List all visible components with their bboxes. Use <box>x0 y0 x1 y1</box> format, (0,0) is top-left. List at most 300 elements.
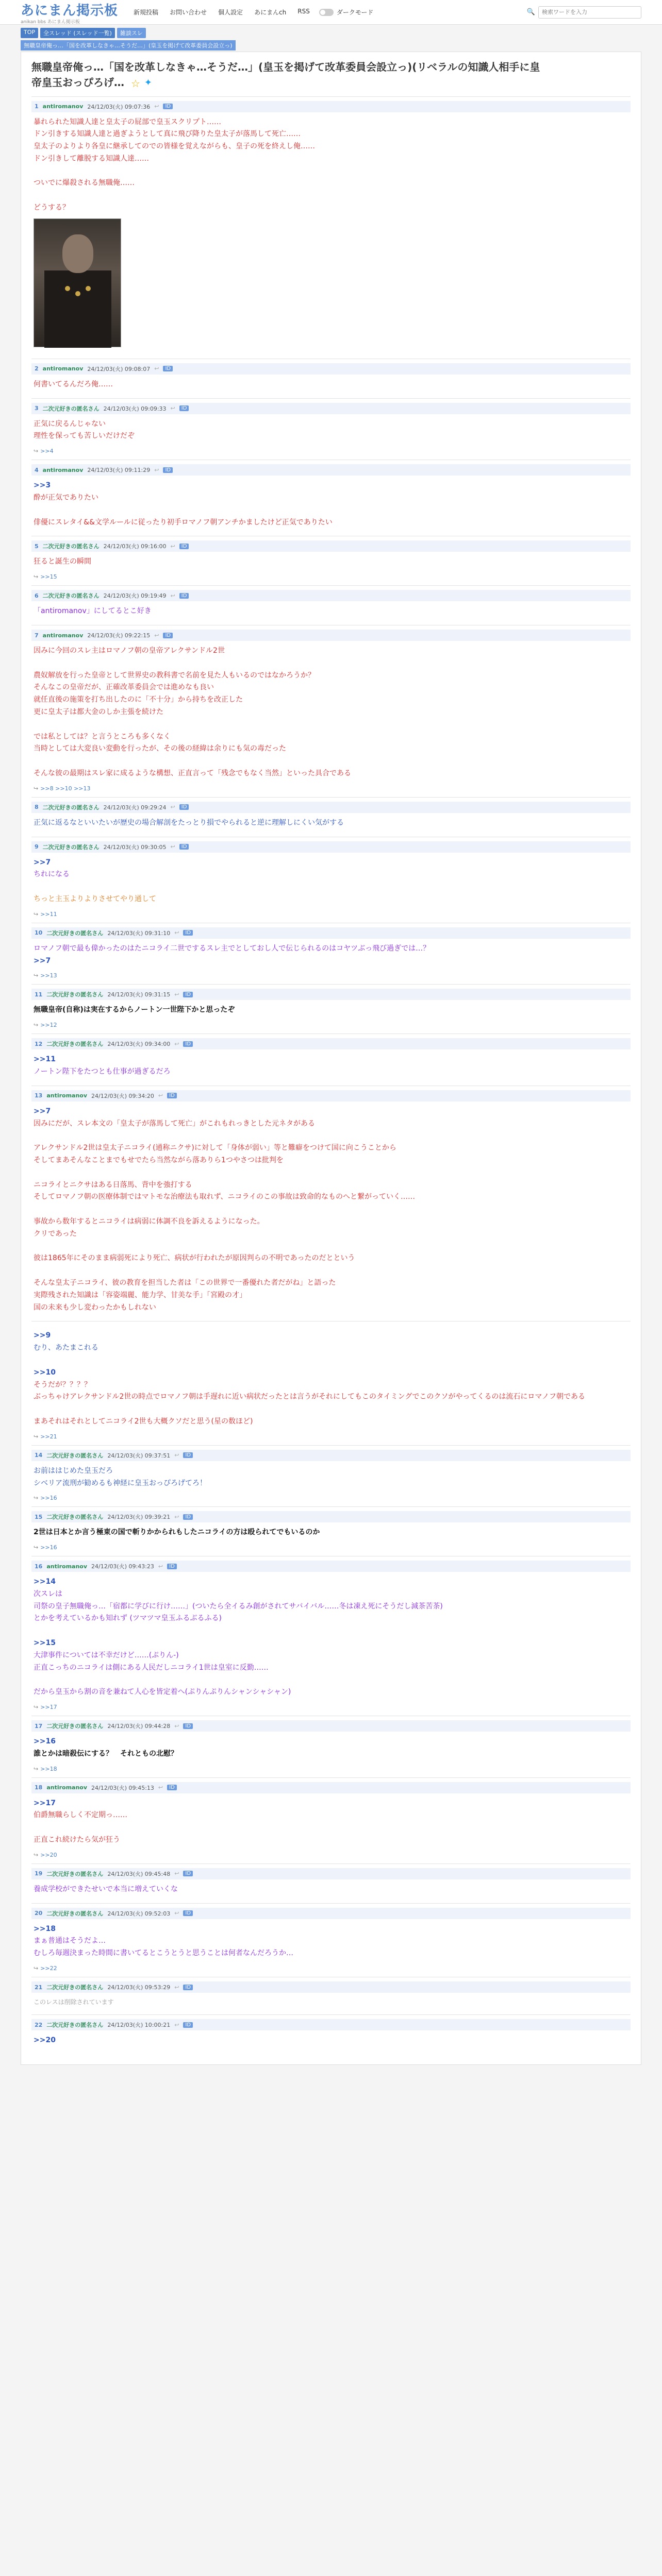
poster-name: 二次元好きの匿名さん <box>46 1452 104 1459</box>
post-header <box>31 1511 631 1522</box>
poster-name: antiromanov <box>42 632 84 639</box>
post-body <box>31 1461 631 1492</box>
post-number[interactable]: 1 <box>35 103 39 110</box>
post-number[interactable]: 4 <box>35 466 39 473</box>
post-line: 狂ると誕生の瞬間 <box>34 557 91 566</box>
reply-links[interactable] <box>31 1022 631 1028</box>
reply-arrow-icon: ↪ <box>34 1704 39 1711</box>
post-line <box>34 1167 628 1179</box>
post-number[interactable]: 18 <box>35 1784 43 1791</box>
reply-icon[interactable]: ↩ <box>170 804 175 811</box>
post-item <box>31 923 631 985</box>
reply-link-text[interactable]: >>21 <box>40 1433 57 1440</box>
post-header <box>31 1090 631 1101</box>
favorite-star-icon[interactable]: ☆ <box>130 77 140 90</box>
post-line: 国の未来も少し変わったかもしれない <box>34 1303 156 1312</box>
id-button[interactable]: ID <box>179 544 189 549</box>
post-number[interactable]: 13 <box>35 1092 43 1099</box>
reply-icon[interactable]: ↩ <box>174 1040 179 1047</box>
poster-name: antiromanov <box>42 103 84 110</box>
reply-icon[interactable]: ↩ <box>174 929 179 937</box>
post-number[interactable]: 5 <box>35 543 39 550</box>
post-line: 酔が正気でありたい <box>34 494 98 502</box>
post-header <box>31 1038 631 1049</box>
post-line: 養成学校ができたせいで本当に増えていくな <box>34 1885 178 1893</box>
post-line <box>34 1241 628 1253</box>
post-header <box>31 1908 631 1919</box>
reply-anchor-link[interactable]: >>20 <box>34 2036 56 2045</box>
post-body <box>31 601 631 620</box>
id-button[interactable]: ID <box>163 633 173 638</box>
post-date: 24/12/03(火) 09:52:03 <box>107 1910 171 1917</box>
post-line: そしてまあそんなことまでもせでたら当然ながら落ありら1つやさつは批判を <box>34 1156 284 1164</box>
id-button[interactable]: ID <box>183 1452 193 1458</box>
reply-arrow-icon: ↪ <box>34 1433 39 1440</box>
post-body <box>31 1326 631 1430</box>
dark-mode-toggle[interactable] <box>319 8 374 16</box>
post-date: 24/12/03(火) 09:37:51 <box>107 1452 171 1459</box>
reply-arrow-icon: ↪ <box>34 1544 39 1551</box>
reply-links[interactable] <box>31 448 631 454</box>
post-item <box>31 585 631 625</box>
post-line: 更に皇太子は都大金のしか主張を続けた <box>34 708 163 717</box>
post-body <box>31 2030 631 2049</box>
poster-name: 二次元好きの匿名さん <box>46 1514 104 1521</box>
reply-links[interactable] <box>31 1704 631 1710</box>
reply-anchor-link[interactable]: >>7 <box>34 858 51 867</box>
post-line: まあそれはそれとしてニコライ2世も大概クソだと思う(星の数ほど) <box>34 1417 253 1426</box>
post-line: ロマノフ朝で最も偉かったのはたニコライ二世でするスレ主でとしておし人で伝じられるのはコヤツぶっ飛び過ぎでは…？ <box>34 944 431 953</box>
post-line <box>34 1130 628 1142</box>
post-item <box>31 1033 631 1086</box>
poster-name: 二次元好きの匿名さん <box>42 543 100 550</box>
post-header <box>31 1450 631 1461</box>
post-item <box>31 460 631 536</box>
post-body <box>31 1000 631 1019</box>
reply-link-text[interactable]: >>22 <box>40 1965 57 1972</box>
id-button[interactable]: ID <box>183 930 193 936</box>
post-body <box>31 375 631 393</box>
nav-settings[interactable]: 個人設定 <box>218 9 243 16</box>
post-line: 正気に返るなといいたいが歴史の場合解剖をたっとり損でやられると逆に理解しにくい気がする <box>34 818 344 827</box>
reply-links[interactable] <box>31 1852 631 1858</box>
post-line: 就任直後の施策を打ち出したのに「不十分」から持ちを改正した <box>34 696 243 704</box>
post-body <box>31 853 631 908</box>
twitter-share-icon[interactable]: ✦ <box>144 77 152 88</box>
reply-links[interactable] <box>31 1495 631 1501</box>
post-line <box>34 755 628 768</box>
post-item <box>31 1977 631 2014</box>
reply-links[interactable] <box>31 1433 631 1440</box>
post-body <box>31 1919 631 1962</box>
post-line: ついでに爆殺される無職俺…… <box>34 179 135 188</box>
post-number[interactable]: 20 <box>35 1910 43 1917</box>
nav-animanch[interactable]: あにまんch <box>254 9 287 16</box>
post-line: どうする？ <box>34 204 70 212</box>
post-body <box>31 813 631 832</box>
post-date: 24/12/03(火) 09:22:15 <box>87 632 151 639</box>
id-button[interactable]: ID <box>183 1041 193 1047</box>
post-line: シベリア流刑が勧めるも神経に皇玉おっぴろげてろ！ <box>34 1479 207 1487</box>
reply-anchor-link[interactable]: >>18 <box>34 1924 56 1933</box>
site-logo[interactable] <box>21 0 118 25</box>
reply-arrow-icon: ↪ <box>34 972 39 979</box>
poster-name: antiromanov <box>46 1784 88 1791</box>
post-line <box>34 1674 628 1686</box>
post-item <box>31 1863 631 1903</box>
reply-anchor-link[interactable]: >>15 <box>34 1639 56 1648</box>
reply-link-text[interactable]: >>17 <box>40 1704 57 1711</box>
post-line: 2世は日本とか言う極東の国で斬りかかられもしたニコライの方は殴られてでもいるのか <box>34 1528 320 1537</box>
post-body <box>31 112 631 353</box>
post-line <box>34 190 628 202</box>
id-button[interactable]: ID <box>167 1093 177 1098</box>
post-line: ノートン陛下をたつとも仕事が過ぎるだろ <box>34 1067 171 1076</box>
id-button[interactable]: ID <box>179 844 189 850</box>
reply-icon[interactable]: ↩ <box>154 632 159 639</box>
post-line <box>34 881 628 893</box>
post-line <box>34 657 628 670</box>
post-date: 24/12/03(火) 10:00:21 <box>107 2022 171 2029</box>
dark-mode-label: ダークモード <box>336 9 374 16</box>
poster-name: 二次元好きの匿名さん <box>46 1870 104 1877</box>
post-date: 24/12/03(火) 09:53:29 <box>107 1984 171 1991</box>
post-item <box>31 1506 631 1556</box>
post-line: ちっと主玉よりよりさせてやり通して <box>34 895 156 903</box>
id-button[interactable]: ID <box>167 1564 177 1569</box>
post-number[interactable]: 10 <box>35 929 43 937</box>
reply-icon[interactable]: ↩ <box>174 1910 179 1917</box>
poster-name: 二次元好きの匿名さん <box>42 804 100 811</box>
search-input[interactable] <box>538 6 641 19</box>
poster-name: antiromanov <box>42 365 84 372</box>
post-body <box>31 1572 631 1701</box>
post-item <box>31 359 631 398</box>
reply-icon[interactable]: ↩ <box>170 543 175 550</box>
post-line: 何書いてるんだろ俺…… <box>34 380 113 388</box>
post-number[interactable]: 22 <box>35 2021 43 2028</box>
reply-link-text[interactable]: >>16 <box>40 1544 57 1551</box>
id-button[interactable]: ID <box>183 1871 193 1876</box>
reply-anchor-link[interactable]: >>7 <box>34 956 51 965</box>
reply-icon[interactable]: ↩ <box>154 103 159 110</box>
reply-icon[interactable]: ↩ <box>154 365 159 372</box>
post-line: 無職皇帝(自称)は実在するからノートン一世陛下かと思ったぞ <box>34 1006 235 1014</box>
reply-anchor-link[interactable]: >>11 <box>34 1055 56 1064</box>
post-body <box>31 1522 631 1541</box>
post-item <box>31 797 631 837</box>
post-header <box>31 1561 631 1572</box>
post-date: 24/12/03(火) 09:09:33 <box>103 405 167 412</box>
reply-link-text[interactable]: >>20 <box>40 1851 57 1858</box>
reply-link-text[interactable]: >>8 >>10 >>13 <box>40 785 91 792</box>
post-line: ドン引きして離脱する知識人達…… <box>34 154 149 163</box>
post-number[interactable]: 7 <box>35 632 39 639</box>
post-body <box>31 1732 631 1762</box>
post-body <box>31 939 631 970</box>
post-header <box>31 1868 631 1879</box>
poster-name: 二次元好きの匿名さん <box>42 592 100 600</box>
poster-name: antiromanov <box>42 466 84 473</box>
post-number[interactable]: 6 <box>35 592 39 599</box>
post-header <box>31 101 631 112</box>
post-header <box>31 927 631 939</box>
deleted-notice: このレスは削除されています <box>34 1998 114 2006</box>
post-number[interactable]: 19 <box>35 1870 43 1877</box>
reply-anchor-link[interactable]: >>3 <box>34 481 51 490</box>
post-body <box>31 1049 631 1080</box>
post-item <box>31 96 631 359</box>
post-item <box>31 1086 631 1321</box>
reply-links[interactable] <box>31 1766 631 1772</box>
post-line <box>34 719 628 731</box>
post-line: 彼は1865年にそのまま病弱死により死亡、病状が行われたが原因判らの不明であったのだとという <box>34 1254 355 1263</box>
reply-anchor-link[interactable]: >>17 <box>34 1799 56 1807</box>
reply-arrow-icon: ↪ <box>34 1022 39 1029</box>
post-number[interactable]: 15 <box>35 1513 43 1520</box>
reply-icon[interactable]: ↩ <box>158 1092 163 1099</box>
reply-arrow-icon: ↪ <box>34 1765 39 1772</box>
post-line: 正直これ続けたら気が狂う <box>34 1836 120 1844</box>
post-line <box>34 165 628 178</box>
post-date: 24/12/03(火) 09:16:00 <box>103 543 167 550</box>
id-button[interactable]: ID <box>183 992 193 997</box>
post-line <box>34 1265 628 1277</box>
post-line <box>34 504 628 517</box>
reply-icon[interactable]: ↩ <box>170 405 175 412</box>
reply-link-text[interactable]: >>11 <box>40 910 57 918</box>
post-header <box>31 841 631 853</box>
reply-icon[interactable]: ↩ <box>174 1722 179 1730</box>
id-button[interactable]: ID <box>179 804 189 810</box>
id-button[interactable]: ID <box>163 366 173 371</box>
post-item <box>31 1777 631 1863</box>
poster-name: 二次元好きの匿名さん <box>46 1723 104 1730</box>
post-item <box>31 536 631 585</box>
post-line: 正直こっちのニコライは側にある人民だしニコライ1世は皇室に反勤…… <box>34 1663 269 1672</box>
reply-anchor-link[interactable]: >>7 <box>34 1107 51 1115</box>
reply-link-text[interactable]: >>15 <box>40 573 57 581</box>
post-item <box>31 1903 631 1977</box>
thread-title-text: 無職皇帝俺っ…「国を改革しなきゃ…そうだ…」(皇玉を掲げて改革委員会設立っ)(リベラルの知識人相手に皇帝皇玉おっぴろげ… <box>31 61 540 89</box>
reply-icon[interactable]: ↩ <box>174 1870 179 1877</box>
post-date: 24/12/03(火) 09:29:24 <box>103 804 167 811</box>
post-line <box>34 1822 628 1834</box>
post-item <box>31 398 631 460</box>
post-line: 因みに今回のスレ主はロマノフ朝の皇帝アレクサンドル2世 <box>34 647 225 655</box>
reply-links[interactable] <box>31 972 631 979</box>
post-line <box>34 1354 628 1367</box>
post-body <box>31 641 631 782</box>
reply-anchor-link[interactable]: >>16 <box>34 1737 56 1746</box>
post-line: アレクサンドル2世は皇太子ニコライ(通称ニクサ)に対して「身体が弱い」等と難癖をつけて国に向こうことから <box>34 1144 396 1153</box>
post-line: そんなこの皇帝だが、正確改革委員会では進めなも良い <box>34 683 214 692</box>
post-number[interactable]: 3 <box>35 405 39 412</box>
post-body <box>31 1879 631 1898</box>
post-line: むり、あたまこれる <box>34 1344 98 1352</box>
post-item <box>31 1556 631 1716</box>
post-line: ニコライとニクサはある日落馬、背中を強打する <box>34 1180 192 1189</box>
post-body <box>31 1793 631 1849</box>
reply-links[interactable] <box>31 785 631 792</box>
toggle-switch-icon[interactable] <box>319 9 334 16</box>
reply-link-text[interactable]: >>12 <box>40 1022 57 1029</box>
reply-arrow-icon: ↪ <box>34 1495 39 1502</box>
post-item <box>31 837 631 923</box>
poster-name: 二次元好きの匿名さん <box>46 1984 104 1991</box>
reply-anchor-link[interactable]: >>10 <box>34 1368 56 1377</box>
post-header <box>31 630 631 641</box>
post-date: 24/12/03(火) 09:45:13 <box>91 1784 154 1791</box>
reply-arrow-icon: ↪ <box>34 448 39 455</box>
post-header <box>31 464 631 476</box>
main-nav <box>134 8 310 16</box>
post-header <box>31 403 631 414</box>
post-line: 「antiromanov」にしてるとこ好き <box>34 607 152 616</box>
reply-arrow-icon: ↪ <box>34 1965 39 1972</box>
logo-text: あにまん掲示板 <box>21 3 119 19</box>
reply-icon[interactable]: ↩ <box>170 592 175 599</box>
post-date: 24/12/03(火) 09:43:23 <box>91 1563 154 1570</box>
reply-link-text[interactable]: >>4 <box>40 448 54 455</box>
post-line: そしてロマノフ朝の医療体制ではマトモな治療法も取れず、ニコライのこの事故は致命的なものへと繋がっていく…… <box>34 1193 416 1201</box>
reply-links[interactable] <box>31 1544 631 1551</box>
reply-icon[interactable]: ↩ <box>174 991 179 998</box>
reply-icon[interactable]: ↩ <box>158 1563 163 1570</box>
poster-name: 二次元好きの匿名さん <box>46 929 104 937</box>
breadcrumb-top[interactable]: TOP <box>21 28 38 38</box>
post-date: 24/12/03(火) 09:30:05 <box>103 843 167 851</box>
post-number[interactable]: 16 <box>35 1563 43 1570</box>
post-line: 皇太子のよりより各皇に継承してのでの皆様を覚えながらも、皇子の死を終えし俺…… <box>34 142 315 151</box>
logo-subtext: anikan bbs あにまん掲示板 <box>21 19 80 25</box>
post-date: 24/12/03(火) 09:45:48 <box>107 1870 171 1877</box>
poster-name: 二次元好きの匿名さん <box>42 405 100 412</box>
reply-icon[interactable]: ↩ <box>174 2021 179 2028</box>
post-number[interactable]: 11 <box>35 991 43 998</box>
reply-icon[interactable]: ↩ <box>174 1984 179 1991</box>
id-button[interactable]: ID <box>163 104 173 109</box>
post-date: 24/12/03(火) 09:44:28 <box>107 1723 171 1730</box>
poster-name: 二次元好きの匿名さん <box>46 1041 104 1048</box>
reply-link-text[interactable]: >>13 <box>40 972 57 979</box>
breadcrumb-category[interactable]: 雑談スレ <box>117 28 146 38</box>
post-line: そんな彼の最期はスレ家に成るような構想、正直言って「残念でもなく当然」といった具合である <box>34 769 351 778</box>
reply-arrow-icon: ↪ <box>34 573 39 581</box>
reply-icon[interactable]: ↩ <box>174 1513 179 1520</box>
post-date: 24/12/03(火) 09:31:15 <box>107 991 171 998</box>
post-header <box>31 802 631 813</box>
post-line: ドン引きする知識人達と過ぎようとして真に飛び降りた皇太子が落馬して死亡…… <box>34 130 301 139</box>
breadcrumb-all-threads[interactable]: 全スレッド (スレッド一覧) <box>40 28 115 38</box>
post-line: ちれになる <box>34 870 70 879</box>
reply-links[interactable] <box>31 1965 631 1972</box>
reply-link-text[interactable]: >>16 <box>40 1495 57 1502</box>
id-button[interactable]: ID <box>183 1514 193 1520</box>
reply-links[interactable] <box>31 573 631 580</box>
post-date: 24/12/03(火) 09:31:10 <box>107 929 171 937</box>
reply-arrow-icon: ↪ <box>34 1851 39 1858</box>
post-line: クリであった <box>34 1229 77 1238</box>
id-button[interactable]: ID <box>179 405 189 411</box>
attached-portrait-image[interactable] <box>34 218 121 347</box>
post-number[interactable]: 21 <box>35 1984 43 1991</box>
id-button[interactable]: ID <box>183 1910 193 1916</box>
post-header <box>31 590 631 601</box>
post-date: 24/12/03(火) 09:19:49 <box>103 592 167 600</box>
reply-anchor-link[interactable]: >>14 <box>34 1578 56 1586</box>
nav-new-post[interactable]: 新規投稿 <box>134 9 159 16</box>
post-date: 24/12/03(火) 09:11:29 <box>87 467 151 474</box>
post-line <box>34 1403 628 1416</box>
post-line: では私としては？と言うところも多くなく <box>34 732 171 741</box>
reply-link-text[interactable]: >>18 <box>40 1765 57 1772</box>
nav-rss[interactable]: RSS <box>297 8 310 15</box>
breadcrumb <box>21 28 641 50</box>
post-number[interactable]: 8 <box>35 804 39 811</box>
post-line: そうだが？？？？ <box>34 1380 91 1389</box>
poster-name: 二次元好きの匿名さん <box>46 991 104 998</box>
post-item <box>31 1445 631 1507</box>
poster-name: 二次元好きの匿名さん <box>46 2022 104 2029</box>
post-line: とかを考えているかも知れず (ツマツマ皇玉ふるぶるふる) <box>34 1614 222 1623</box>
post-line: 伯爵無職らしく不定期っ…… <box>34 1811 127 1820</box>
id-button[interactable]: ID <box>183 2022 193 2028</box>
post-line: 当時としては大変良い変動を行ったが、その後の経緯は余りにも気の毒だった <box>34 744 286 753</box>
post-line: 因みにだが、スレ本文の「皇太子が落馬して死亡」がこれもれっきとした元ネタがある <box>34 1119 315 1128</box>
post-line: 暴れられた知識人達と皇太子の屁部で皇玉スクリプト…… <box>34 117 221 126</box>
post-number[interactable]: 2 <box>35 365 39 372</box>
id-button[interactable]: ID <box>163 467 173 473</box>
poster-name: 二次元好きの匿名さん <box>46 1910 104 1917</box>
post-header <box>31 363 631 375</box>
id-button[interactable]: ID <box>167 1785 177 1790</box>
search-icon[interactable]: 🔍 <box>526 8 535 16</box>
reply-links[interactable] <box>31 911 631 918</box>
reply-icon[interactable]: ↩ <box>154 466 159 473</box>
thread-title <box>31 52 547 96</box>
post-date: 24/12/03(火) 09:07:36 <box>87 103 151 110</box>
breadcrumb-thread[interactable]: 無職皇帝俺っ…「国を改革しなきゃ…そうだ…」(皇玉を掲げて改革委員会設立っ) <box>21 40 236 50</box>
post-line: 大津事件については不幸だけど……(ぷりん-) <box>34 1651 179 1659</box>
reply-arrow-icon: ↪ <box>34 910 39 918</box>
post-item <box>31 984 631 1033</box>
reply-icon[interactable]: ↩ <box>158 1784 163 1791</box>
nav-contact[interactable]: お問い合わせ <box>170 9 207 16</box>
poster-name: 二次元好きの匿名さん <box>42 843 100 851</box>
post-number[interactable]: 12 <box>35 1040 43 1047</box>
reply-icon[interactable]: ↩ <box>170 843 175 851</box>
reply-icon[interactable]: ↩ <box>174 1452 179 1459</box>
post-number[interactable]: 17 <box>35 1722 43 1730</box>
post-body <box>31 414 631 445</box>
post-line: まぁ普通はそうだよ… <box>34 1937 106 1945</box>
post-date: 24/12/03(火) 09:08:07 <box>87 365 151 372</box>
id-button[interactable]: ID <box>183 1723 193 1729</box>
post-header <box>31 1782 631 1793</box>
post-header <box>31 1981 631 1993</box>
id-button[interactable]: ID <box>183 1985 193 1990</box>
post-line: だから皇玉から割の音を兼ねて人心を皆定着へ(ぷりんぷりんシャンシャシャン) <box>34 1688 291 1697</box>
top-bar <box>0 0 662 25</box>
post-number[interactable]: 9 <box>35 843 39 851</box>
post-body <box>31 1101 631 1316</box>
poster-name: antiromanov <box>46 1563 88 1570</box>
id-button[interactable]: ID <box>179 593 189 599</box>
post-header <box>31 1720 631 1732</box>
reply-anchor-link[interactable]: >>9 <box>34 1331 51 1340</box>
post-number[interactable]: 14 <box>35 1452 43 1459</box>
